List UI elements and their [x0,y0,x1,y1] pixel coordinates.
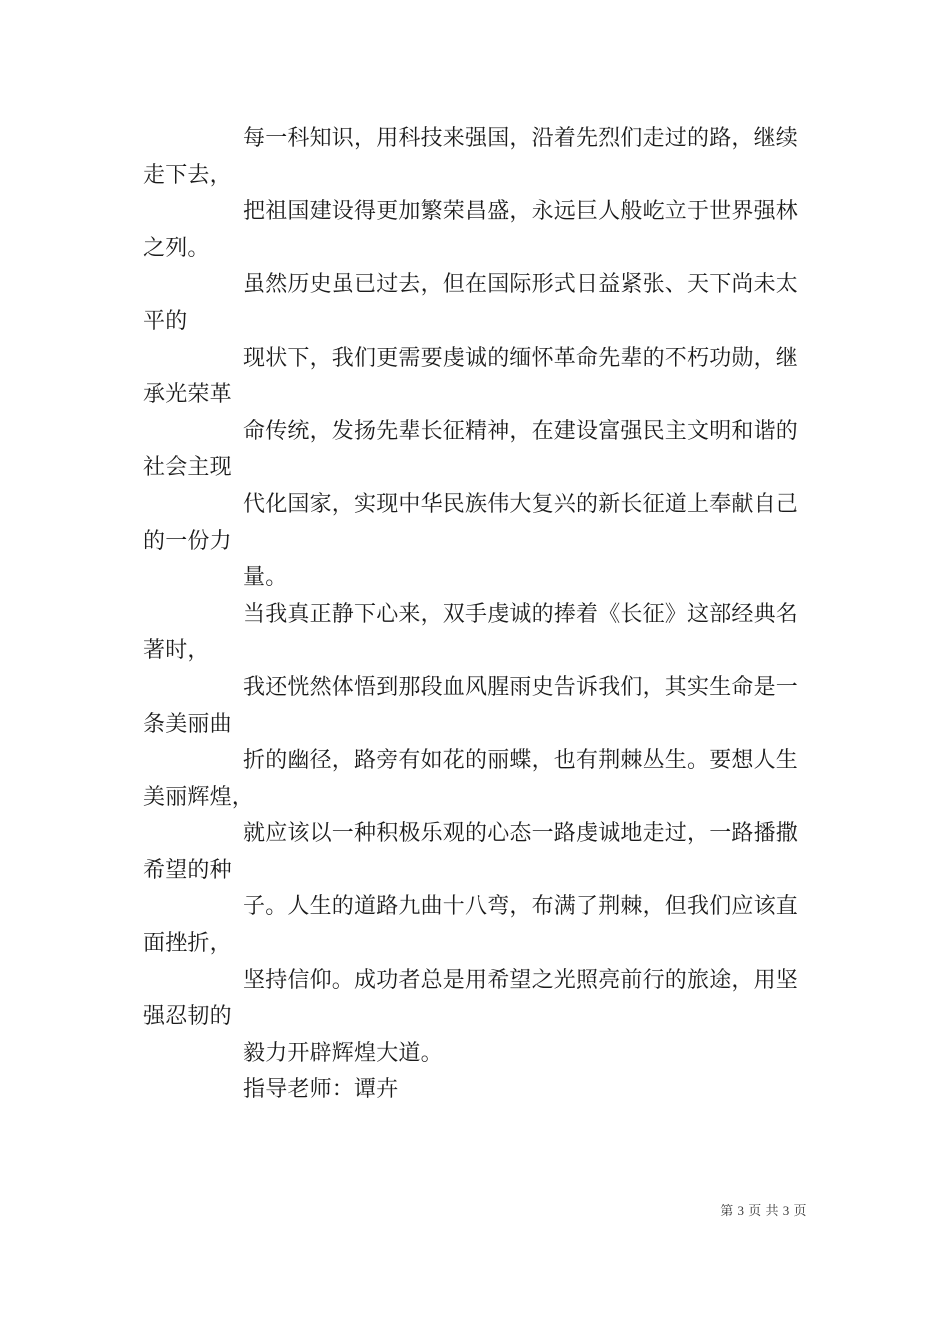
text-line: 条美丽曲 [143,710,232,736]
text-line: 美丽辉煌， [143,783,255,809]
text-line: 虽然历史虽已过去，但在国际形式日益紧张、天下尚未太 [243,271,799,297]
text-line: 平的 [143,307,188,333]
text-line: 每一科知识，用科技来强国，沿着先烈们走过的路，继续 [243,125,799,150]
text-line: 现状下，我们更需要虔诚的缅怀革命先辈的不朽功勋，继 [243,344,799,370]
text-line: 坚持信仰。成功者总是用希望之光照亮前行的旅途，用坚 [243,966,799,992]
text-line: 承光荣革 [143,381,232,407]
text-line: 著时， [143,637,210,663]
text-line: 子。人生的道路九曲十八弯，布满了荆棘，但我们应该直 [243,893,799,919]
text-line: 折的幽径，路旁有如花的丽蝶，也有荆棘丛生。要想人生 [243,747,799,773]
text-line: 毅力开辟辉煌大道。 [243,1039,443,1065]
text-line: 强忍韧的 [143,1003,232,1029]
text-line: 的一份力 [143,527,232,553]
text-line: 代化国家，实现中华民族伟大复兴的新长征道上奉献自己 [243,490,799,516]
text-line: 之列。 [143,234,210,260]
text-line: 面挫折， [143,930,232,956]
text-line: 社会主现 [143,454,232,480]
text-line: 走下去， [143,161,232,187]
text-line: 希望的种 [143,856,232,882]
text-line: 当我真正静下心来，双手虔诚的捧着《长征》这部经典名 [243,600,799,626]
document-body [143,120,823,1108]
text-line: 我还恍然体悟到那段血风腥雨史告诉我们，其实生命是一 [243,673,799,699]
page-number-label: 第 3 页 共 3 页 [720,1203,807,1218]
page-footer [720,1202,807,1220]
text-line: 指导老师：谭卉 [243,1076,399,1102]
text-line: 就应该以一种积极乐观的心态一路虔诚地走过，一路播撒 [243,820,799,846]
text-line: 命传统，发扬先辈长征精神，在建设富强民主文明和谐的 [243,417,799,443]
text-line: 量。 [243,564,288,590]
text-line: 把祖国建设得更加繁荣昌盛，永远巨人般屹立于世界强林 [243,198,799,224]
